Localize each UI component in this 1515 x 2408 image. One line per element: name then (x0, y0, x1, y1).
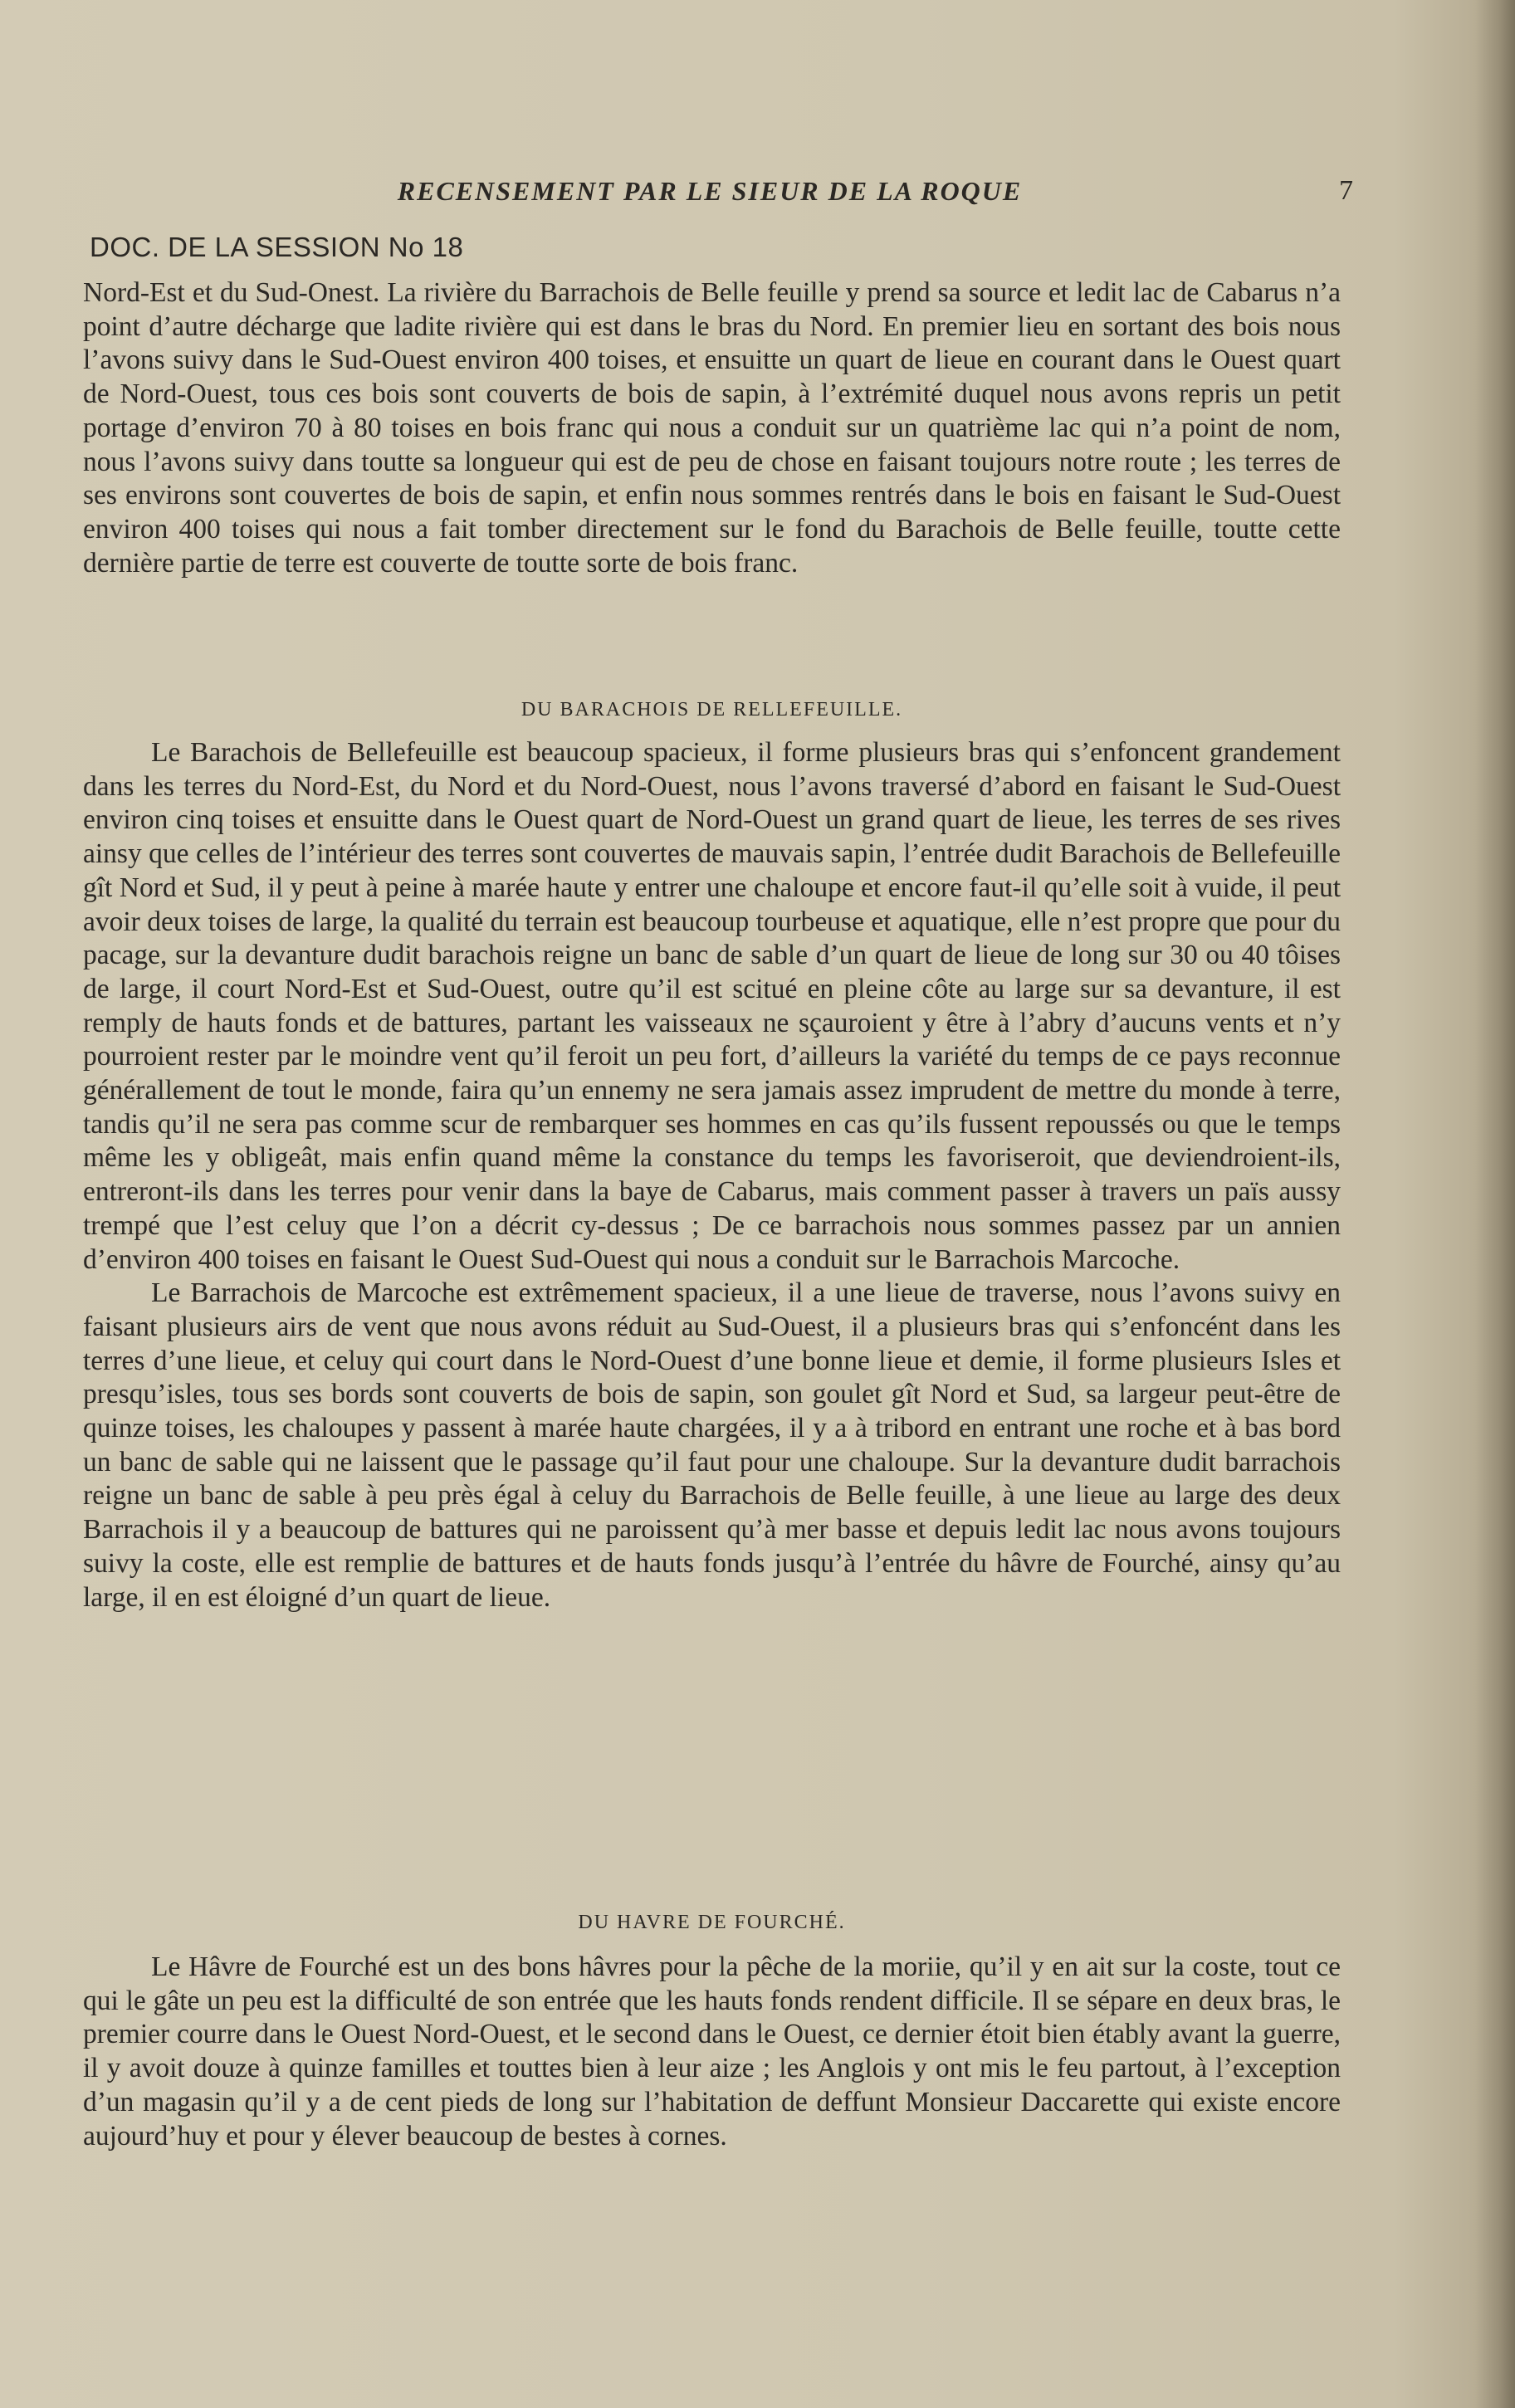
text-block-continuation (83, 276, 1341, 580)
page-number: 7 (1339, 175, 1353, 206)
running-title: RECENSEMENT PAR LE SIEUR DE LA ROQUE (397, 176, 1023, 206)
paragraph-bellefeuille: Le Barachois de Bellefeuille est beaucoup spacieux, il forme plusieurs bras qui s’enfoncent grandement dans les terres du Nord-Est, du Nord et du Nord-Ouest, nous l’avons traversé d’abord en faisant le Sud-Ouest environ cinq toises et ensuitte dans le Ouest quart de Nord-Ouest un grand quart de lieue, les terres de ses rives ainsy que celles de l’intérieur des terres sont couvertes de mauvais sapin, l’entrée dudit Barachois de Bellefeuille gît Nord et Sud, il y peut à peine à marée haute y entrer une chaloupe et encore faut-il qu’elle soit à vuide, il peut avoir deux toises de large, la qualité du terrain est beaucoup tourbeuse et aquatique, elle n’est propre que pour du pacage, sur la devanture dudit barachois reigne un banc de sable d’un quart de lieue de long sur 30 ou 40 tôises de large, il court Nord-Est et Sud-Ouest, outre qu’il est scitué en pleine côte au large sur sa devanture, il est remply de hauts fonds et de battures, partant les vaisseaux ne sçauroient y être à l’abry d’aucuns vents et n’y pourroient rester par le moindre vent qu’il feroit un peu fort, d’ailleurs la variété du temps de ce pays reconnue générallement de tout le monde, faira qu’un ennemy ne sera jamais assez imprudent de mettre du monde à terre, tandis qu’il ne sera pas comme scur de rembarquer ses hommes en cas qu’ils fussent repoussés ou que le temps même les y obligeât, mais enfin quand même la constance du temps les favoriseroit, que deviendroient-ils, entreront-ils dans les terres pour venir dans la baye de Cabarus, mais comment passer à travers un païs aussy trempé que l’est celuy que l’on a décrit cy-dessus ; De ce barrachois nous sommes passez par un annien d’environ 400 toises en faisant le Ouest Sud-Ouest qui nous a conduit sur le Barrachois Marcoche. (83, 737, 1341, 1275)
paragraph-fourche: Le Hâvre de Fourché est un des bons hâvres pour la pêche de la moriie, qu’il y en ait sur la coste, tout ce qui le gâte un peu est la difficulté de son entrée que les hauts fonds rendent difficile. Il se sépare en deux bras, le premier courre dans le Ouest Nord-Ouest, et le second dans le Ouest, ce dernier étoit bien étably avant la guerre, il y avoit douze à quinze familles et touttes bien à leur aize ; les Anglois y ont mis le feu partout, à l’exception d’un magasin qu’il y a de cent pieds de long sur l’habitation de deffunt Monsieur Daccarette qui existe encore aujourd’huy et pour y élever beaucoup de bestes à cornes. (83, 1951, 1341, 2152)
text-block-bellefeuille (83, 736, 1341, 1614)
running-head (0, 170, 1515, 212)
text-block-fourche (83, 1951, 1341, 2153)
section-heading-fourche: DU HAVRE DE FOURCHÉ. (578, 1912, 846, 1933)
binding-shadow (1475, 0, 1515, 2408)
paragraph-continuation: Nord-Est et du Sud-Onest. La rivière du Barrachois de Belle feuille y prend sa source et ledit lac de Cabarus n’a point d’autre décharge que ladite rivière qui est dans le bras du Nord. En premier lieu en sortant des bois nous l’avons suivy dans le Sud-Ouest environ 400 toises, et ensuitte un quart de lieue en courant dans le Ouest quart de Nord-Ouest, tous ces bois sont couverts de bois de sapin, à l’extrémité duquel nous avons repris un petit portage d’environ 70 à 80 toises en bois franc qui nous a conduit sur un quatrième lac qui n’a point de nom, nous l’avons suivy dans toutte sa longueur qui est de peu de chose en faisant toujours notre route ; les terres de ses environs sont couvertes de bois de sapin, et enfin nous sommes rentrés dans le bois en faisant le Sud-Ouest environ 400 toises qui nous a fait tomber directement sur le fond du Barachois de Belle feuille, toutte cette dernière partie de terre est couverte de toutte sorte de bois franc. (83, 277, 1341, 579)
section-heading-bellefeuille: DU BARACHOIS DE RELLEFEUILLE. (520, 699, 903, 720)
paragraph-marcoche: Le Barrachois de Marcoche est extrêmement spacieux, il a une lieue de traverse, nous l’avons suivy en faisant plusieurs airs de vent que nous avons réduit au Sud-Ouest, il a plusieurs bras qui s’enfoncént dans les terres d’une lieue, et celuy qui court dans le Nord-Ouest d’une bonne lieue et demie, il forme plusieurs Isles et presqu’isles, tous ses bords sont couverts de bois de sapin, son goulet gît Nord et Sud, sa largeur peut-être de quinze toises, les chaloupes y passent à marée haute chargées, il y a à tribord en entrant une roche et à bas bord un banc de sable qui ne laissent que le passage qu’il faut pour une chaloupe. Sur la devanture dudit barrachois reigne un banc de sable à peu près égal à celuy du Barrachois de Belle feuille, à une lieue au large des deux Barrachois il y a beaucoup de battures qui ne paroissent qu’à mer basse et depuis ledit lac nous avons toujours suivy la coste, elle est remplie de battures et de hauts fonds jusqu’à l’entrée du hâvre de Fourché, ainsy qu’au large, il en est éloigné d’un quart de lieue. (83, 1277, 1341, 1613)
session-label: DOC. DE LA SESSION No 18 (90, 232, 464, 262)
